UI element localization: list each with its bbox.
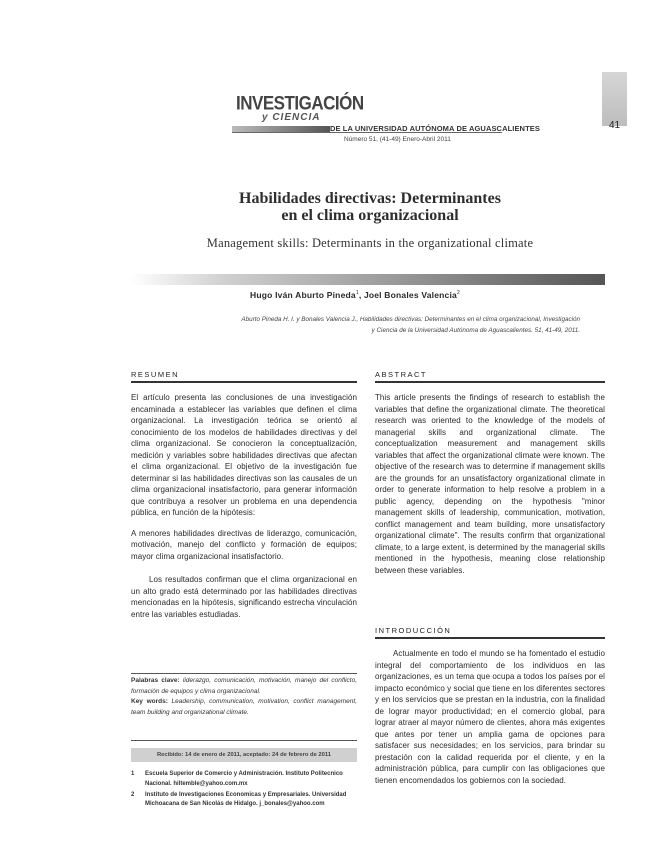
footnote-1 [131,770,357,790]
introduccion-body: Actualmente en todo el mundo se ha fomentado el estudio integral del comportamiento de los individuos en las organizaciones, es un tema que ocupa a todos los países por el impacto económico y social que tiene en los diferentes sectores y en los servicios que se prestan en la industria, con la finalidad de lograr mayor productividad; en el comercio global, para lograr atraer al mayor número de clientes, ahora más exigentes que antes por tener un amplia gama de opciones para satisfacer sus necesidades; en los servicios, para brindar su prestación con la calidad requerida por el cliente, y en la administración pública, para cumplir con las obligaciones que tienen encomendados los gobiernos con la sociedad. [375,649,605,785]
keywords-en-label: Key words: [131,698,168,705]
journal-logo-subtitle: y CIENCIA [262,112,321,123]
keywords-es-label: Palabras clave: [131,677,180,684]
footnote-2-text: Instituto de Investigaciones Economicas y Empresariales. Universidad Michoacana de San Nicolás de Hidalgo. j_bonales@yahoo.com [145,791,347,808]
introduccion-rule [375,637,605,639]
journal-logo-title: INVESTIGACIÓN [236,92,364,114]
footnote-2-mark: 2 [131,791,135,798]
citation-line-1: Aburto Pineda H. I. y Bonales Valencia J., Habilidades directivas: Determinantes en el clima organizacional, Investigación [241,316,580,323]
resumen-paragraph-3: Los resultados confirman que el clima organizacional en un alto grado está determinado por las habilidades directivas mencionadas en la hipótesis, significando estrecha vinculación entre las variables estudiadas. [131,575,357,619]
keywords-block [131,676,357,718]
author-2-ref: 2 [456,290,460,297]
keywords-bottom-rule [131,740,357,741]
resumen-rule [131,381,357,383]
resumen-paragraph-2: A menores habilidades directivas de liderazgo, comunicación, motivación, manejo del conflicto y formación de equipos; mayor clima organizacional insatisfactorio. [131,528,357,561]
page-side-tab [602,72,627,126]
author-separator: , [358,290,364,300]
article-title [120,190,620,224]
abstract-body: This article presents the findings of research to establish the variables that define the organizational climate. The theoretical research was oriented to the knowledge of the models of managerial skills and organizational climate. The conceptualization measurement and management skills variables that affect the organizational climate were known. The objective of the research was to determine if management skills are the grounds for an unsatisfactory organizational climate in order to generate information to help resolve a problem in a public agency, depending on the hypothesis "minor management skills of leadership, communication, motivation, conflict management and team building, more unsatisfactory organizational climate". The results confirm that organizational climate, to a large extent, is determined by the managerial skills mentioned in the hypothesis, meaning close relationship between these variables. [375,393,605,575]
keywords-spanish [131,676,357,697]
university-name: DE LA UNIVERSIDAD AUTÓNOMA DE AGUASCALIENTES [330,124,540,133]
keywords-en-text: Leadership, communication, motivation, conflict management, team building and organizational climate. [131,698,357,716]
author-2: Joel Bonales Valencia [363,290,457,300]
citation [188,314,580,336]
introduccion-heading: INTRODUCCIÓN [375,626,452,635]
abstract-heading: ABSTRACT [375,370,428,379]
citation-line-2: y Ciencia de la Universidad Autónoma de Aguascalientes. 51, 41-49, 2011. [371,327,580,334]
author-line [250,290,460,300]
keywords-top-rule [131,673,357,674]
author-1-ref: 1 [355,290,359,297]
issue-info: Número 51, (41-49) Enero-Abril 2011 [344,136,451,143]
keywords-english [131,697,357,718]
title-gradient-bar [130,274,605,285]
footnote-2 [131,791,357,811]
footnote-1-text: Escuela Superior de Comercio y Administración. Instituto Politecnico Nacional. hiltemble@yahoo.com.mx [145,771,343,787]
footnote-1-mark: 1 [131,771,135,777]
article-english-title: Management skills: Determinants in the organizational climate [206,236,534,250]
abstract-rule [375,381,605,383]
resumen-paragraph-1: El artículo presenta las conclusiones de una investigación encaminada a establecer las variables que definen el clima organizacional. La investigación teórica se orientó al conocimiento de los modelos de habilidades directivas y del clima organizacional. Se conocieron la conceptualización, medición y variables sobre habilidades directivas que afectan el clima organizacional. El objetivo de la investigación fue determinar si las habilidades directivas son las causales de un clima organizacional insatisfactorio, para generar información que contribuya a resolver un problema en una dependencia pública, en función de la hipótesis: [131,393,357,517]
keywords-es-text: liderazgo, comunicación, motivación, manejo del conflicto, formación de equipos y clima organizacional. [131,677,358,695]
page-number: 41 [608,120,621,131]
footnotes [131,770,357,810]
resumen-heading: RESUMEN [131,370,180,379]
author-1: Hugo Iván Aburto Pineda [250,290,356,300]
article-title-line-1: Habilidades directivas: Determinantes [239,190,501,207]
article-title-line-2: en el clima organizacional [281,207,459,224]
resumen-body [131,392,357,620]
received-dates: Recibido: 14 de enero de 2011, aceptado: 24 de febrero de 2011 [131,748,357,762]
